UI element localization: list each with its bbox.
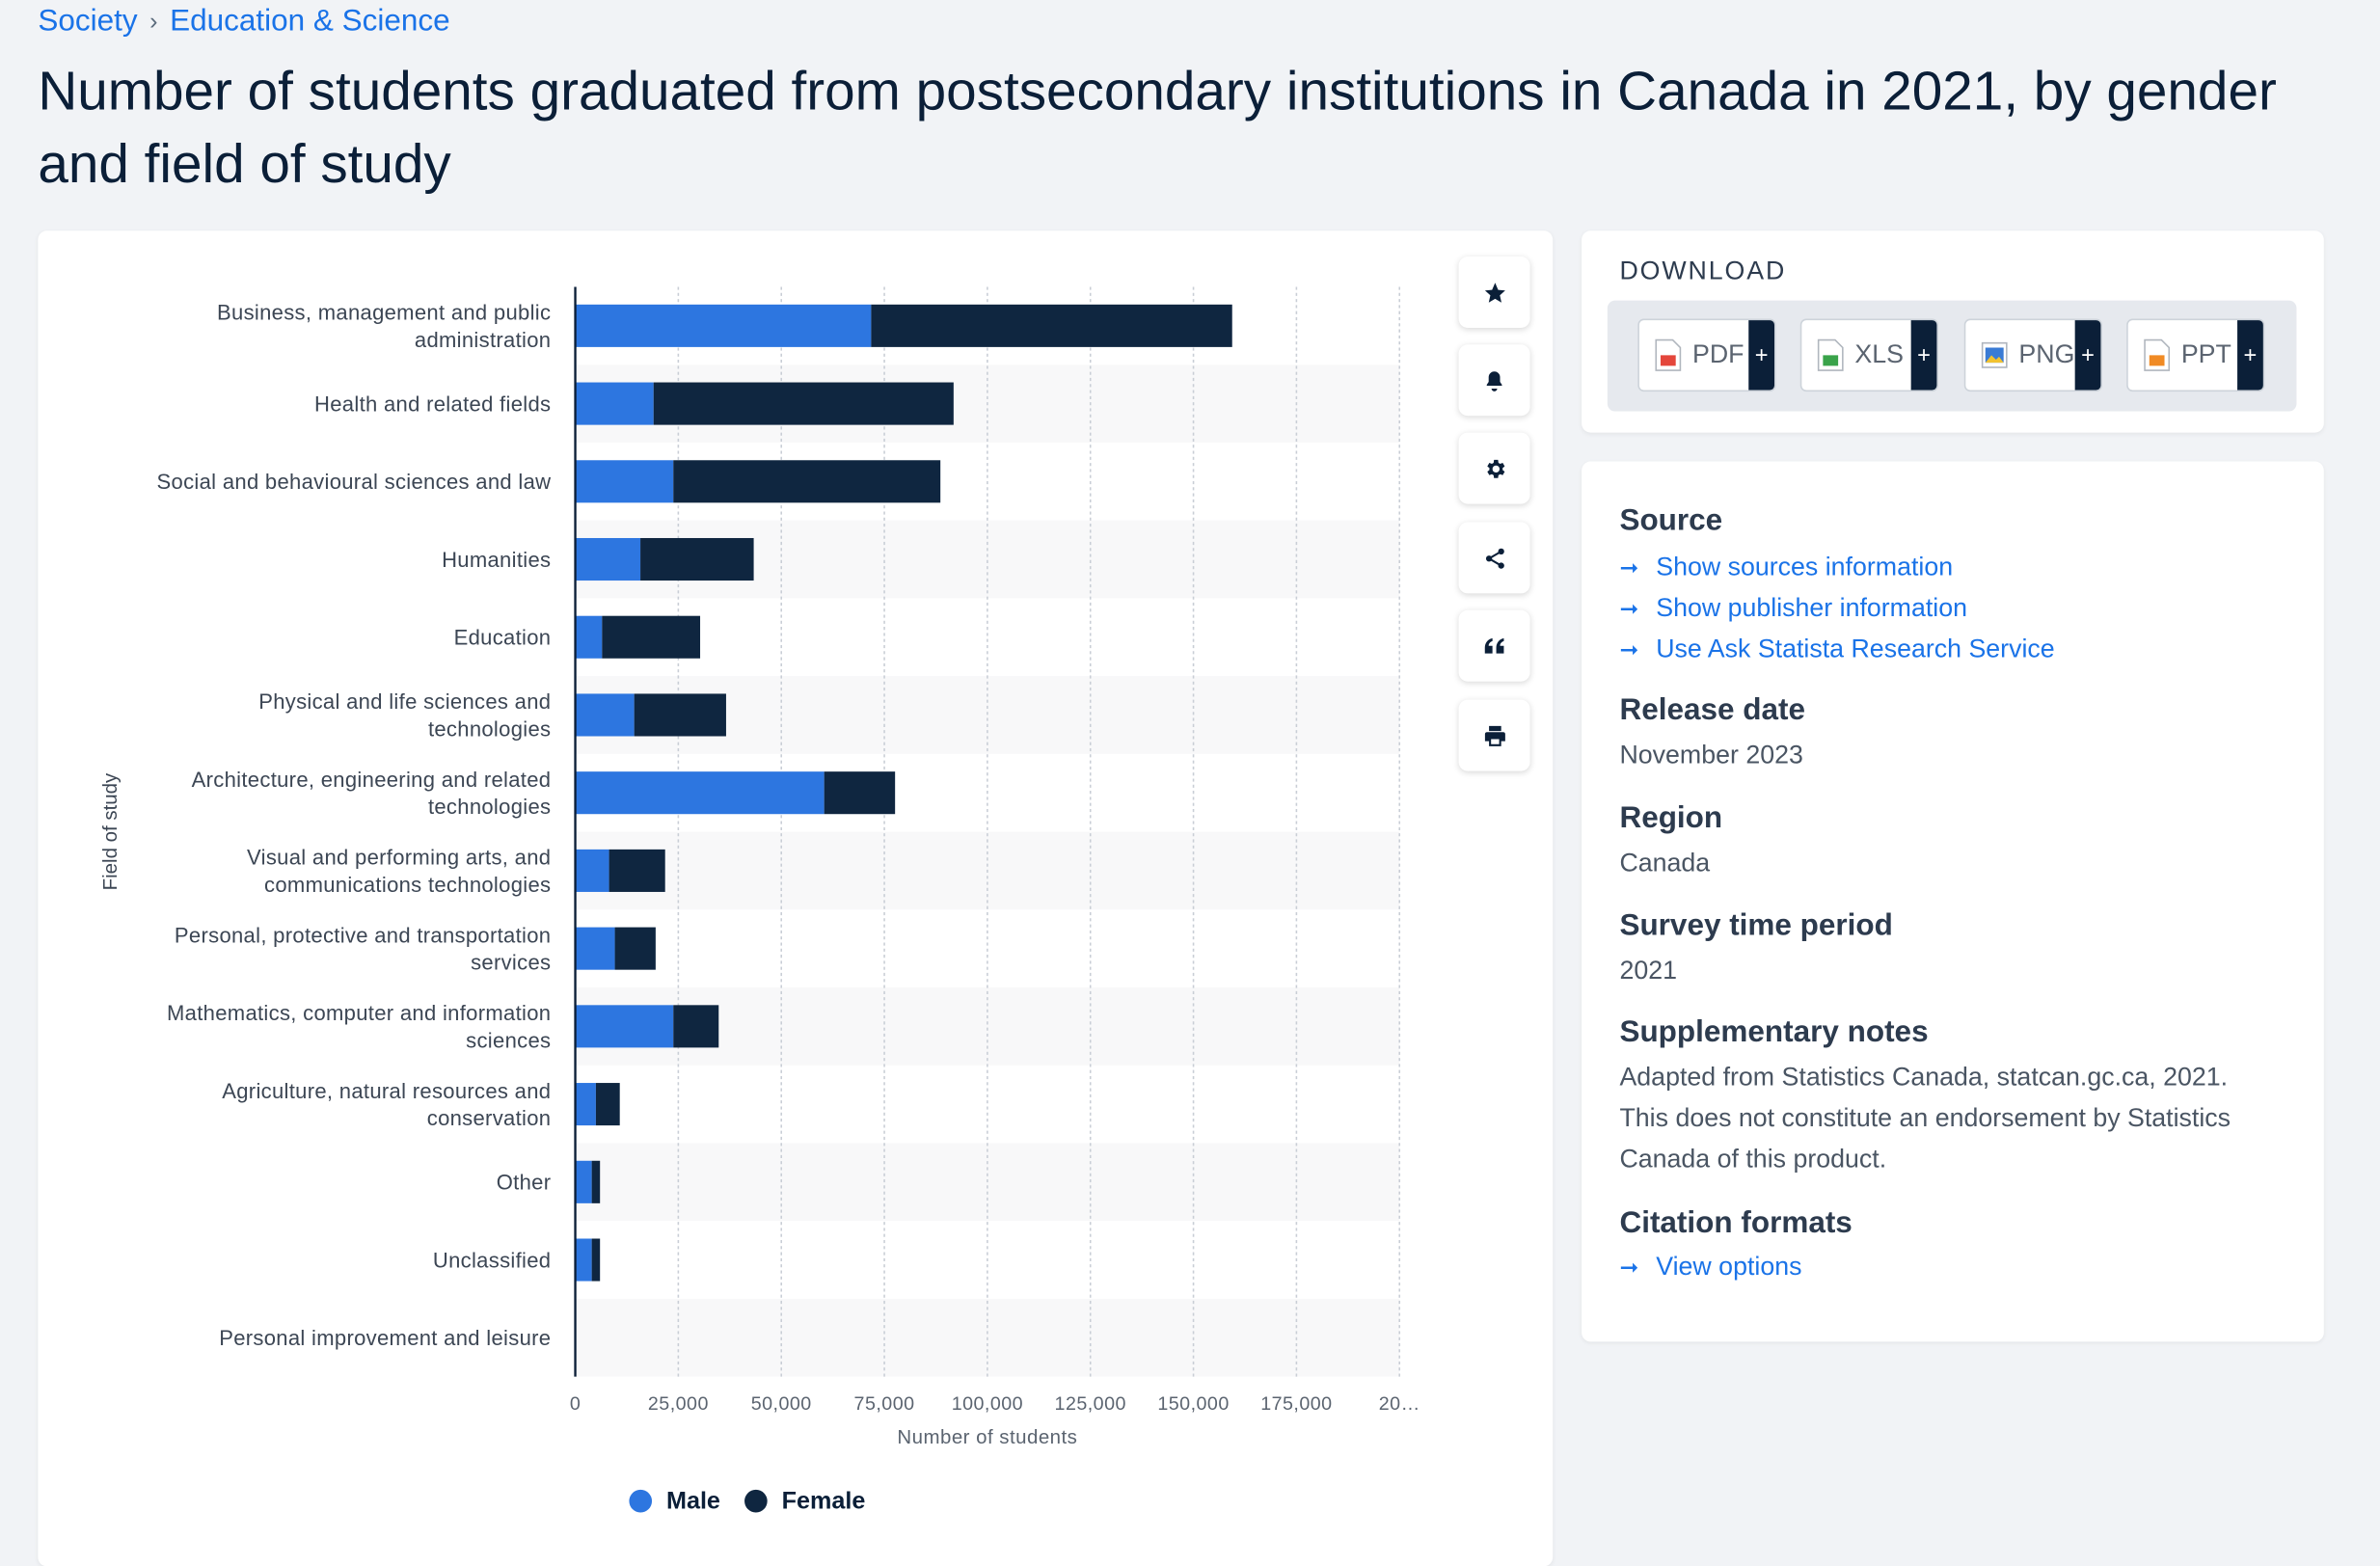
ppt-file-icon bbox=[2143, 338, 2170, 372]
ask-statista-link[interactable] bbox=[1619, 629, 2054, 669]
supplementary-notes-line: Canada of this product. bbox=[1619, 1144, 1887, 1174]
bar-male bbox=[576, 693, 635, 736]
xls-file-icon bbox=[1817, 338, 1844, 372]
release-date-value: November 2023 bbox=[1619, 741, 1803, 770]
x-tick-label: 20… bbox=[1378, 1393, 1420, 1416]
category-label: Agriculture, natural resources and bbox=[222, 1078, 552, 1103]
download-xls-button[interactable] bbox=[1800, 319, 1938, 392]
breadcrumb-education-science[interactable]: Education & Science bbox=[170, 4, 450, 39]
download-pdf-plus: + bbox=[1748, 320, 1774, 390]
bar-male bbox=[576, 1238, 592, 1281]
arrow-right-icon: ➞ bbox=[1619, 595, 1639, 622]
png-file-icon bbox=[1981, 338, 2008, 372]
share-button[interactable] bbox=[1459, 522, 1530, 593]
bar-female bbox=[592, 1238, 601, 1281]
arrow-right-icon: ➞ bbox=[1619, 1254, 1639, 1281]
download-ppt-button[interactable] bbox=[2126, 319, 2264, 392]
download-png-button[interactable] bbox=[1964, 319, 2102, 392]
page-title: Number of students graduated from postsecondary institutions in Canada in 2021, by gender and field of study bbox=[38, 59, 2277, 195]
download-pdf-label: PDF bbox=[1692, 339, 1744, 369]
category-label: Mathematics, computer and information bbox=[167, 1001, 552, 1026]
chart-card bbox=[38, 230, 1553, 1566]
release-date-section bbox=[1619, 693, 1804, 775]
print-button[interactable] bbox=[1459, 700, 1530, 771]
x-tick-label: 100,000 bbox=[951, 1393, 1024, 1416]
show-sources-link[interactable] bbox=[1619, 547, 2054, 587]
notification-button[interactable] bbox=[1459, 344, 1530, 416]
bar-male bbox=[576, 460, 674, 502]
category-label: Health and related fields bbox=[314, 392, 552, 417]
bar-female bbox=[609, 850, 665, 892]
download-ppt-plus: + bbox=[2237, 320, 2263, 390]
download-pdf-button[interactable] bbox=[1637, 319, 1775, 392]
breadcrumb bbox=[38, 5, 449, 40]
download-options bbox=[1608, 301, 2297, 412]
category-label: Education bbox=[453, 625, 552, 650]
x-axis-title: Number of students bbox=[897, 1425, 1078, 1448]
star-icon bbox=[1482, 280, 1506, 304]
supplementary-notes-line: This does not constitute an endorsement by Statistics bbox=[1619, 1103, 2231, 1133]
arrow-right-icon: ➞ bbox=[1619, 636, 1639, 663]
bar-male bbox=[576, 850, 609, 892]
favorite-button[interactable] bbox=[1459, 256, 1530, 328]
category-label: Humanities bbox=[442, 547, 552, 572]
bar-male bbox=[576, 538, 641, 580]
category-label: Physical and life sciences and bbox=[258, 689, 552, 715]
category-label: Architecture, engineering and related bbox=[191, 767, 552, 792]
bar-female bbox=[871, 305, 1231, 347]
x-tick-label: 75,000 bbox=[853, 1393, 915, 1416]
category-label: sciences bbox=[466, 1028, 552, 1053]
bar-female bbox=[825, 771, 896, 814]
release-date-heading: Release date bbox=[1619, 693, 1805, 727]
breadcrumb-separator: › bbox=[149, 8, 158, 35]
bar-female bbox=[673, 460, 940, 502]
bar-female bbox=[592, 1161, 601, 1203]
bar-female bbox=[596, 1083, 620, 1125]
survey-period-section bbox=[1619, 909, 1892, 991]
category-label: Unclassified bbox=[432, 1248, 552, 1273]
category-label: Other bbox=[496, 1170, 552, 1195]
bar-male bbox=[576, 383, 654, 425]
category-label: administration bbox=[414, 327, 552, 352]
settings-button[interactable] bbox=[1459, 433, 1530, 504]
category-label: Visual and performing arts, and bbox=[247, 845, 552, 870]
y-axis-title: Field of study bbox=[99, 772, 122, 891]
region-section bbox=[1619, 801, 1722, 883]
category-label: Business, management and public bbox=[217, 300, 552, 325]
gear-icon bbox=[1482, 456, 1506, 480]
download-png-label: PNG bbox=[2018, 339, 2075, 369]
bar-male bbox=[576, 1005, 674, 1047]
show-publisher-label: Show publisher information bbox=[1656, 592, 1968, 622]
category-label: technologies bbox=[427, 795, 552, 820]
bar-male bbox=[576, 1083, 596, 1125]
cite-button[interactable] bbox=[1459, 610, 1530, 682]
legend-label-female: Female bbox=[781, 1487, 866, 1515]
category-label: communications technologies bbox=[264, 872, 552, 897]
x-tick-label: 25,000 bbox=[647, 1393, 709, 1416]
category-label: conservation bbox=[426, 1106, 552, 1131]
show-publisher-link[interactable] bbox=[1619, 587, 2054, 628]
view-citation-options-link[interactable] bbox=[1619, 1246, 1852, 1286]
category-label: Personal, protective and transportation bbox=[174, 923, 552, 948]
legend-marker-female bbox=[744, 1490, 768, 1513]
supplementary-notes-line: Adapted from Statistics Canada, statcan.gc.ca, 2021. bbox=[1619, 1062, 2229, 1092]
survey-period-heading: Survey time period bbox=[1619, 908, 1893, 943]
bar-female bbox=[615, 928, 656, 970]
region-value: Canada bbox=[1619, 848, 1711, 878]
category-label: Personal improvement and leisure bbox=[219, 1326, 552, 1351]
survey-period-value: 2021 bbox=[1619, 956, 1677, 986]
bar-male bbox=[576, 616, 603, 659]
view-options-label: View options bbox=[1656, 1251, 1802, 1281]
bell-icon bbox=[1483, 368, 1506, 392]
ask-statista-label: Use Ask Statista Research Service bbox=[1656, 634, 2055, 663]
citation-heading: Citation formats bbox=[1619, 1206, 1853, 1240]
category-label: technologies bbox=[427, 716, 552, 742]
share-icon bbox=[1482, 546, 1506, 570]
bar-male bbox=[576, 771, 825, 814]
download-xls-label: XLS bbox=[1854, 339, 1905, 369]
bar-female bbox=[673, 1005, 718, 1047]
source-heading: Source bbox=[1619, 503, 1723, 538]
x-tick-label: 175,000 bbox=[1260, 1393, 1333, 1416]
bar-male bbox=[576, 928, 615, 970]
category-label: services bbox=[471, 950, 552, 975]
x-tick-label: 125,000 bbox=[1054, 1393, 1126, 1416]
citation-section bbox=[1619, 1206, 1852, 1286]
supplementary-notes-section bbox=[1619, 1015, 2231, 1179]
bar-female bbox=[635, 693, 726, 736]
x-tick-label: 150,000 bbox=[1157, 1393, 1230, 1416]
pdf-file-icon bbox=[1655, 338, 1682, 372]
show-sources-label: Show sources information bbox=[1656, 552, 1954, 581]
download-png-plus: + bbox=[2075, 320, 2101, 390]
source-section bbox=[1619, 504, 2054, 670]
download-ppt-label: PPT bbox=[2180, 339, 2231, 369]
region-heading: Region bbox=[1619, 801, 1723, 835]
quote-icon bbox=[1483, 636, 1506, 656]
download-card bbox=[1582, 230, 2324, 432]
bar-female bbox=[654, 383, 954, 425]
bar-male bbox=[576, 305, 872, 347]
legend-label-male: Male bbox=[665, 1487, 720, 1515]
download-title: DOWNLOAD bbox=[1619, 256, 1787, 285]
bar-female bbox=[640, 538, 754, 580]
x-tick-label: 0 bbox=[569, 1393, 581, 1416]
arrow-right-icon: ➞ bbox=[1619, 554, 1639, 581]
category-label: Social and behavioural sciences and law bbox=[156, 470, 552, 495]
statistic-info-card bbox=[1582, 461, 2324, 1341]
x-tick-label: 50,000 bbox=[750, 1393, 812, 1416]
bar-male bbox=[576, 1161, 592, 1203]
print-icon bbox=[1482, 723, 1506, 747]
legend-marker-male bbox=[629, 1490, 652, 1513]
download-xls-plus: + bbox=[1911, 320, 1937, 390]
bar-chart bbox=[38, 230, 1553, 1566]
breadcrumb-society[interactable]: Society bbox=[38, 4, 138, 39]
bar-female bbox=[602, 616, 700, 659]
supplementary-notes-heading: Supplementary notes bbox=[1619, 1015, 1929, 1049]
